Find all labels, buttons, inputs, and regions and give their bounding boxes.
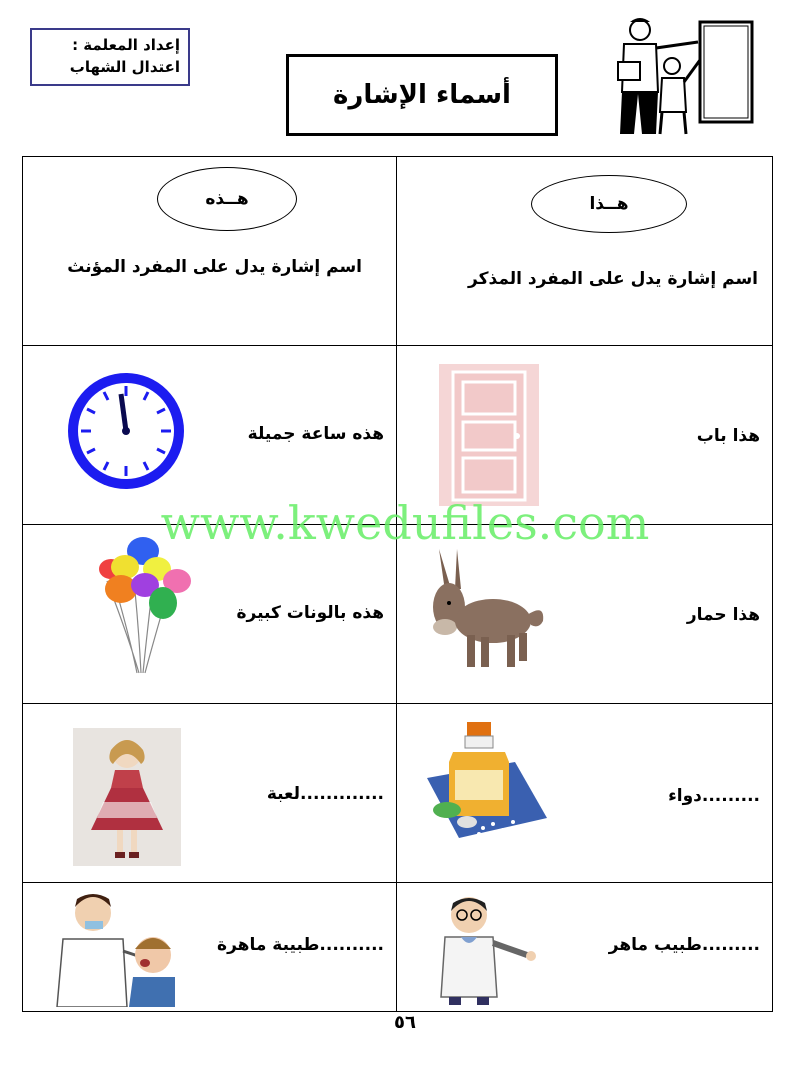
doctor-sentence: .........طبيب ماهر bbox=[608, 935, 760, 955]
example-cell-donkey bbox=[397, 525, 773, 704]
teacher-credit-box bbox=[30, 28, 190, 86]
balloons-icon bbox=[87, 533, 197, 681]
example-cell-clock bbox=[23, 346, 397, 525]
doctor-icon bbox=[427, 889, 547, 1007]
balloons-sentence: هذه بالونات كبيرة bbox=[236, 603, 384, 623]
example-cell-door bbox=[397, 346, 773, 525]
dentist-sentence: ..........طبيبة ماهرة bbox=[217, 935, 384, 955]
example-cell-doctor bbox=[397, 883, 773, 1012]
donkey-icon bbox=[427, 545, 555, 673]
example-cell-dentist bbox=[23, 883, 397, 1012]
door-sentence: هذا باب bbox=[696, 426, 760, 446]
teacher-credit-line1: إعداد المعلمة : bbox=[72, 36, 180, 54]
hathihi-oval: هــذه bbox=[157, 167, 297, 231]
medicine-sentence: .........دواء bbox=[668, 786, 760, 806]
examples-table bbox=[22, 156, 773, 1012]
masculine-description: اسم إشارة يدل على المفرد المذكر bbox=[468, 269, 758, 289]
doll-icon bbox=[73, 728, 181, 866]
example-cell-doll bbox=[23, 704, 397, 883]
site-watermark: www.kwedufiles.com bbox=[160, 496, 650, 550]
page-title: أسماء الإشارة bbox=[286, 54, 558, 136]
intro-left-cell bbox=[23, 157, 397, 346]
teacher-student-icon bbox=[600, 12, 760, 138]
clock-icon bbox=[63, 368, 189, 494]
dentist-icon bbox=[49, 887, 179, 1007]
teacher-credit-line2: اعتدال الشهاب bbox=[69, 58, 180, 76]
clock-sentence: هذه ساعة جميلة bbox=[247, 424, 384, 444]
example-cell-medicine bbox=[397, 704, 773, 883]
example-cell-balloons bbox=[23, 525, 397, 704]
page-number: ٥٦ bbox=[394, 1012, 416, 1033]
medicine-icon bbox=[423, 718, 551, 856]
hatha-oval: هــذا bbox=[531, 175, 687, 233]
doll-sentence: .............لعبة bbox=[266, 784, 384, 804]
door-icon bbox=[439, 364, 539, 506]
donkey-sentence: هذا حمار bbox=[686, 605, 760, 625]
intro-right-cell bbox=[397, 157, 773, 346]
feminine-description: اسم إشارة يدل على المفرد المؤنث bbox=[67, 257, 362, 277]
